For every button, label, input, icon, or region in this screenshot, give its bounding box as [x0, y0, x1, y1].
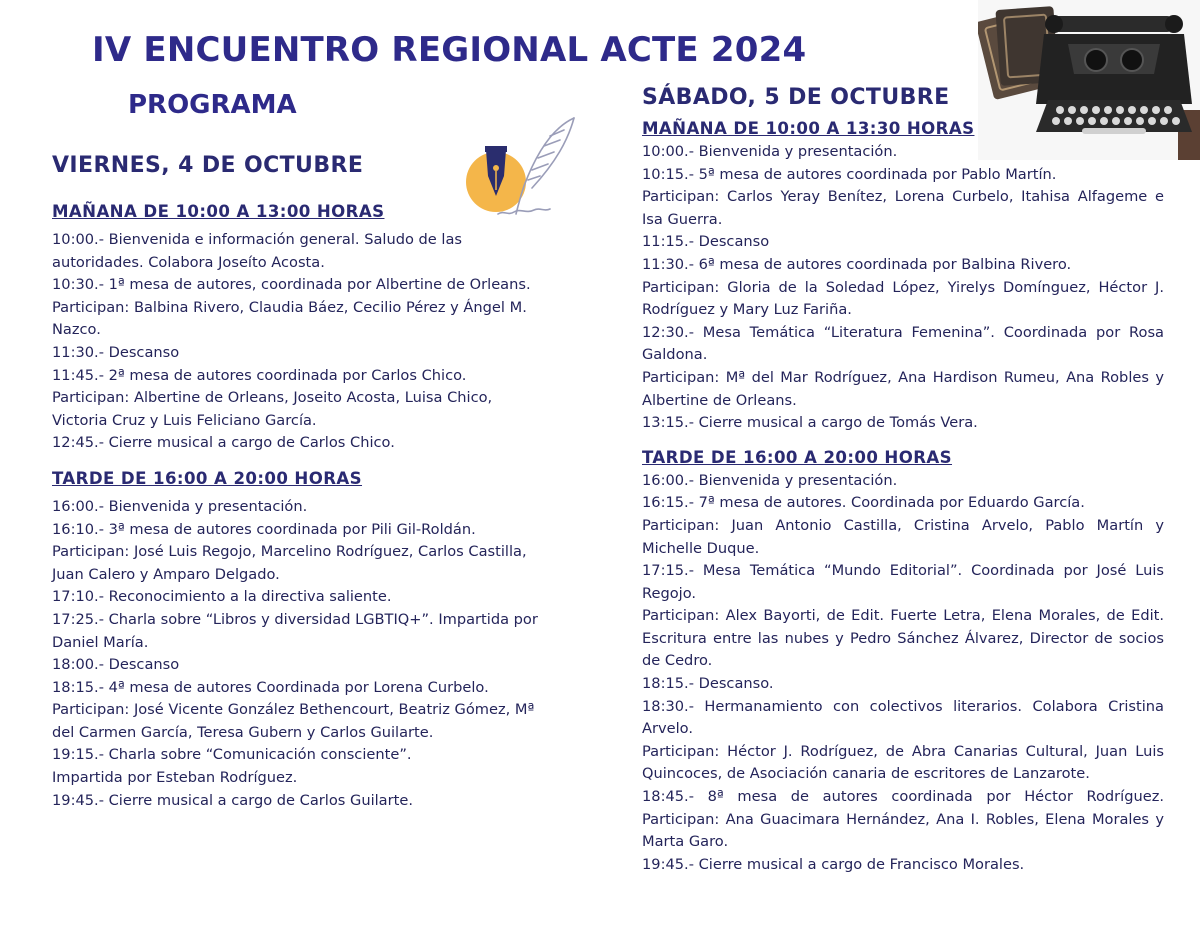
program-line: 11:30.- 6ª mesa de autores coordinada por Balbina Rivero.	[642, 255, 1072, 273]
program-line: 17:25.- Charla sobre “Libros y diversidad LGBTIQ+”. Impartida por Daniel María.	[52, 610, 538, 651]
program-line: 16:15.- 7ª mesa de autores. Coordinada por Eduardo García.	[642, 494, 1085, 512]
program-line: Participan: Héctor J. Rodríguez, de Abra Canarias Cultural, Juan Luis Quincoces, de Asociación canaria de escritores de Lanzarote.	[642, 742, 1164, 783]
section-heading: MAÑANA DE 10:00 A 13:00 HORAS	[52, 202, 385, 221]
program-line: Participan: Juan Antonio Castilla, Cristina Arvelo, Pablo Martín y Michelle Duque.	[642, 516, 1164, 557]
program-line: 11:15.- Descanso	[642, 233, 770, 251]
program-line: 18:45.- 8ª mesa de autores coordinada por Héctor Rodríguez. Participan: Ana Guacimara Hernández, Ana I. Robles, Elena Morales y Marta Garo.	[642, 788, 1164, 851]
program-line: 11:45.- 2ª mesa de autores coordinada por Carlos Chico. Participan: Albertine de Orleans, Joseito Acosta, Luisa Chico, Victoria Cruz y Luis Feliciano García.	[52, 366, 493, 429]
day-heading-saturday: SÁBADO, 5 DE OCTUBRE	[642, 85, 950, 110]
program-line: 16:00.- Bienvenida y presentación.	[52, 497, 308, 515]
page-title: IV ENCUENTRO REGIONAL ACTE 2024	[92, 30, 807, 70]
page-subtitle: PROGRAMA	[128, 90, 297, 120]
program-line: 10:00.- Bienvenida y presentación.	[642, 143, 898, 160]
section-heading: TARDE DE 16:00 A 20:00 HORAS	[642, 447, 953, 467]
program-line: 13:15.- Cierre musical a cargo de Tomás Vera.	[642, 414, 978, 432]
program-line: Participan: José Vicente González Bethencourt, Beatriz Gómez, Mª del Carmen García, Teresa Gubern y Carlos Guilarte.	[52, 701, 535, 741]
program-line: 10:15.- 5ª mesa de autores coordinada por Pablo Martín.	[642, 165, 1057, 183]
program-line: 12:30.- Mesa Temática “Literatura Femenina”. Coordinada por Rosa Galdona.	[642, 323, 1164, 364]
program-line: 19:45.- Cierre musical a cargo de Carlos Guilarte.	[52, 791, 413, 809]
friday-morning-section	[52, 200, 552, 455]
program-line: 10:30.- 1ª mesa de autores, coordinada por Albertine de Orleans. Participan: Balbina Rivero, Claudia Báez, Cecilio Pérez y Ángel M. Nazco.	[52, 276, 531, 339]
program-line: 18:00.- Descanso	[52, 656, 180, 674]
program-line: Impartida por Esteban Rodríguez.	[52, 769, 298, 787]
program-line: Participan: Mª del Mar Rodríguez, Ana Hardison Rumeu, Ana Robles y Albertine de Orleans.	[642, 368, 1164, 409]
saturday-morning-section	[642, 117, 1164, 435]
program-line: Participan: Gloria de la Soledad López, Yirelys Domínguez, Héctor J. Rodríguez y Mary Luz Fariña.	[642, 278, 1164, 319]
section-heading: MAÑANA DE 10:00 A 13:30 HORAS	[642, 119, 975, 138]
program-line: 12:45.- Cierre musical a cargo de Carlos Chico.	[52, 434, 395, 452]
day-heading-friday: VIERNES, 4 DE OCTUBRE	[52, 153, 364, 178]
saturday-column	[642, 82, 1164, 876]
program-line: 19:45.- Cierre musical a cargo de Francisco Morales.	[642, 855, 1025, 873]
program-line: 16:00.- Bienvenida y presentación.	[642, 471, 898, 489]
program-line: 16:10.- 3ª mesa de autores coordinada por Pili Gil-Roldán. Participan: José Luis Regojo, Marcelino Rodríguez, Carlos Castilla, Juan Calero y Amparo Delgado.	[52, 520, 527, 583]
section-heading: TARDE DE 16:00 A 20:00 HORAS	[52, 468, 363, 488]
saturday-afternoon-section	[642, 446, 1164, 877]
program-line: Participan: Alex Bayorti, de Edit. Fuerte Letra, Elena Morales, de Edit. Escritura entre las nubes y Pedro Sánchez Álvarez, Director de socios de Cedro.	[642, 607, 1164, 670]
program-line: 18:30.- Hermanamiento con colectivos literarios. Colabora Cristina Arvelo.	[642, 697, 1164, 738]
program-line: 19:15.- Charla sobre “Comunicación consciente”.	[52, 746, 412, 764]
program-line: Participan: Carlos Yeray Benítez, Lorena Curbelo, Itahisa Alfageme e Isa Guerra.	[642, 188, 1164, 228]
program-line: 10:00.- Bienvenida e información general. Saludo de las autoridades. Colabora Joseíto Acosta.	[52, 231, 463, 271]
friday-afternoon-section	[52, 467, 552, 812]
program-line: 17:15.- Mesa Temática “Mundo Editorial”. Coordinada por José Luis Regojo.	[642, 562, 1164, 602]
program-line: 11:30.- Descanso	[52, 343, 180, 361]
program-line: 18:15.- Descanso.	[642, 675, 774, 693]
program-line: 18:15.- 4ª mesa de autores Coordinada por Lorena Curbelo.	[52, 678, 489, 696]
friday-column	[52, 150, 552, 812]
program-line: 17:10.- Reconocimiento a la directiva saliente.	[52, 588, 392, 606]
